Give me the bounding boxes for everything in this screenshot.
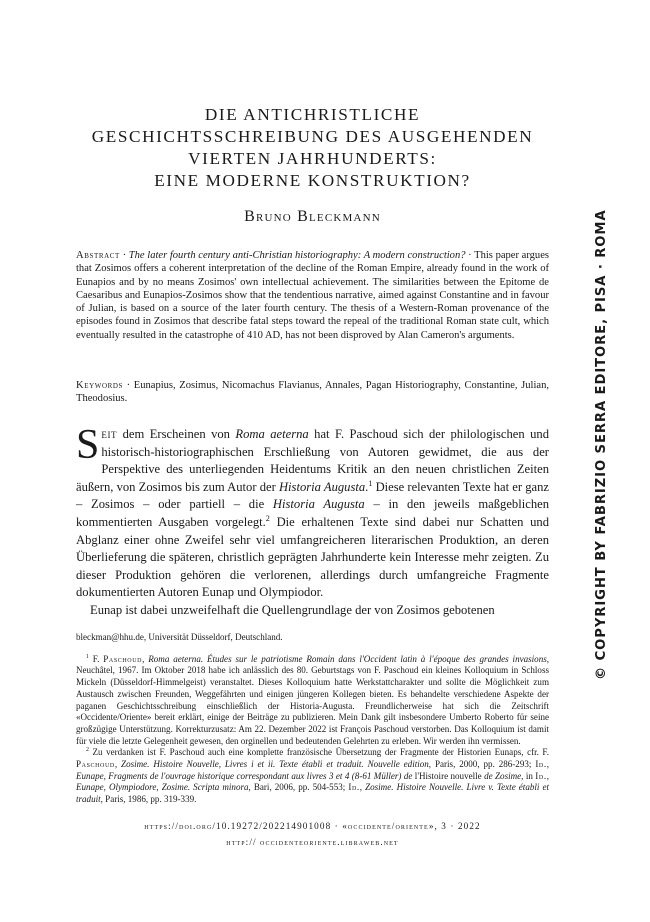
text-run: , Neuchâtel, 1967. Im Oktober 2018 habe ich anlässlich des 80. Geburtstags von F. Paschoud ein kleines Kolloquium in Schloss Mickeln (Düsseldorf-Himmelgeist) veranstaltet. Dieses Kolloquium hatte Werkstattcharakter und sollte die Möglichkeit zum Austausch zwischen Freunden, Weggefährten und einigen jüngeren Kollegen bieten. Es behandelte verschiedene Aspekte der paganen Geschichtsschreibung einschließlich der Historia-Augusta. Freundlicherweise hat sich die Zeitschrift «Occidente/Oriente» bereit erklärt, einige der Beiträge zu publizieren. Mein Dank gilt insbesondere Umberto Roberto für seine großzügige Unterstützung. Korrekturzusatz: Am 22. Dezember 2022 ist François Paschoud verstorben. Das Kolloquium ist damit für viele die letzte Gelegenheit gewesen, den orginellen und bedeutenden Gelehrten zu erleben. Wir werden ihn vermissen. — [76, 653, 549, 746]
text-run: dem Erscheinen von — [117, 427, 236, 441]
text-run: , — [359, 782, 366, 793]
footnote-number: 2 — [86, 747, 89, 754]
separator: · — [123, 380, 134, 391]
author-affiliation: bleckman@hhu.de, Universität Düsseldorf, Deutschland. — [76, 632, 283, 642]
abstract-title: The later fourth century anti-Christian historiography: A modern construction? — [128, 250, 466, 261]
text-run: . — [365, 479, 369, 494]
paragraph: Eunap ist dabei unzweifelhaft die Quellengrundlage der von Zosimos gebotenen — [90, 602, 495, 617]
footnote-2 — [76, 747, 549, 806]
separator: · — [119, 250, 129, 261]
text-run: F. — [88, 653, 104, 664]
footnote-1 — [76, 654, 549, 748]
text-run: Die erhaltenen Texte sind dabei nur Schatten und Abglanz einer ohne Zweifel sehr viel umfangreicheren literarischen Produktion, an deren Überlieferung die späteren, christlich geprägten Jahrhunderte kein Interesse mehr zeigten. Zu dieser Produktion gehören die verlorenen, allerdings durch umfangreiche Fragmente dokumentierten Autoren Eunap und Olympiodor. — [76, 514, 549, 600]
small-caps-word: Id. — [535, 759, 547, 770]
copyright-text: © COPYRIGHT BY FABRIZIO SERRA EDITORE, PISA · ROMA — [594, 209, 609, 680]
text-run: , in — [521, 770, 536, 781]
text-run: hat F. Paschoud sich der philologischen und historisch-historiographischen Erschließung von Autoren gewidmet, die aus der Perspektive des unterliegenden Heidentums Kritik an den neuen christlichen Zeiten äußern, von Zosimos bis zum Autor der — [76, 427, 549, 494]
text-run: , Bari, 2006, pp. 504-553; — [248, 782, 349, 793]
separator: · — [465, 250, 475, 261]
small-caps-word: Paschoud — [76, 759, 115, 770]
italic-run: Historia Augusta — [278, 479, 366, 494]
keywords-text: Eunapius, Zosimus, Nicomachus Flavianus, Annales, Pagan Historiography, Constantine, Julian, Theodosius. — [76, 380, 549, 405]
text-run: , — [546, 770, 549, 781]
footnote-ref[interactable]: 1 — [368, 478, 373, 488]
italic-run: Zosime. Histoire Nouvelle. Livre v. Texte établi et traduit — [76, 782, 549, 805]
italic-run: Roma aeterna. Études sur le patriotisme Romain dans l'Occident latin à l'époque des grandes invasions — [148, 653, 547, 664]
text-run: – in den jeweils maßgeblichen kommentierten Ausgaben vorgelegt. — [76, 497, 549, 529]
text-run: Diese relevanten Texte hat er ganz – Zosimos – oder partiell – die — [76, 479, 549, 512]
italic-run: de Zosime — [484, 770, 522, 781]
article-title — [76, 104, 549, 192]
footnote-ref[interactable]: 2 — [265, 513, 270, 523]
title-line: DIE ANTICHRISTLICHE — [204, 105, 421, 124]
small-caps-word: eit — [101, 427, 118, 441]
paragraph — [76, 422, 549, 602]
doi-link[interactable]: https://doi.org/10.19272/202214901008 · «occidente/oriente», 3 · 2022 — [144, 821, 481, 831]
italic-run: Zosime. Histoire Nouvelle, Livres i et ii. Texte établi et traduit. Nouvelle edition — [121, 759, 429, 770]
keywords-label: Keywords — [76, 380, 124, 391]
text-run: Zu verdanken ist F. Paschoud auch eine komplette französische Übersetzung der Fragmente der Historien Eunaps, cfr. F. — [88, 747, 549, 758]
text-run: , Paris, 1986, pp. 319-339. — [100, 794, 197, 805]
page-footer — [76, 818, 549, 850]
author-name: Bruno Bleckmann — [244, 208, 381, 225]
body-text — [76, 422, 549, 620]
text-run: l'Histoire nouvelle — [412, 770, 485, 781]
small-caps-word: Id. — [348, 782, 360, 793]
text-run: , — [114, 759, 122, 770]
text-run: , Paris, 2000, pp. 286-293; — [428, 759, 536, 770]
copyright-notice — [559, 209, 609, 680]
italic-run: Roma aeterna — [235, 427, 309, 441]
italic-run: Historia Augusta — [272, 497, 365, 512]
small-caps-word: Id. — [535, 770, 547, 781]
italic-run: Eunape, Olympiodore, Zosime. Scripta minora — [76, 782, 249, 793]
small-caps-word: Paschoud — [103, 653, 143, 664]
abstract-text: This paper argues that Zosimos offers a coherent interpretation of the decline of the Roman Empire, already found in the work of Eunapios and by no means Zosimos' own intellectual achievement. The similarities between the Epitome de Caesaribus and Eunapios-Zosimos show that the tendentious narrative, aimed against Constantine and in favour of Julian, is based on a source of the later fourth century. The thesis of a Western-Roman provenance of the episodes found in Zosimos that describe fatal steps toward the repeal of the traditional Roman state cult, which eventually resulted in the catastrophe of 410 AD, has not been disproved by Alan Cameron's arguments. — [76, 250, 549, 341]
title-line: VIERTEN JAHRHUNDERTS: — [188, 149, 437, 168]
abstract-label: Abstract — [76, 250, 120, 261]
title-line: EINE MODERNE KONSTRUKTION? — [154, 171, 471, 190]
text-run: , — [546, 759, 549, 770]
text-run: , — [142, 653, 149, 664]
abstract — [76, 249, 549, 342]
keywords — [76, 379, 549, 406]
drop-cap: S — [76, 422, 100, 468]
title-line: GESCHICHTSSCHREIBUNG DES AUSGEHENDEN — [91, 127, 534, 146]
website-link[interactable]: http:// occidenteoriente.libraweb.net — [226, 837, 399, 847]
footnotes — [76, 632, 549, 806]
italic-run: Eunape, Fragments de l'ouvrage historique correspondant aux livres 3 et 4 (8-61 Müller) de — [76, 770, 413, 781]
footnote-number: 1 — [86, 653, 89, 660]
